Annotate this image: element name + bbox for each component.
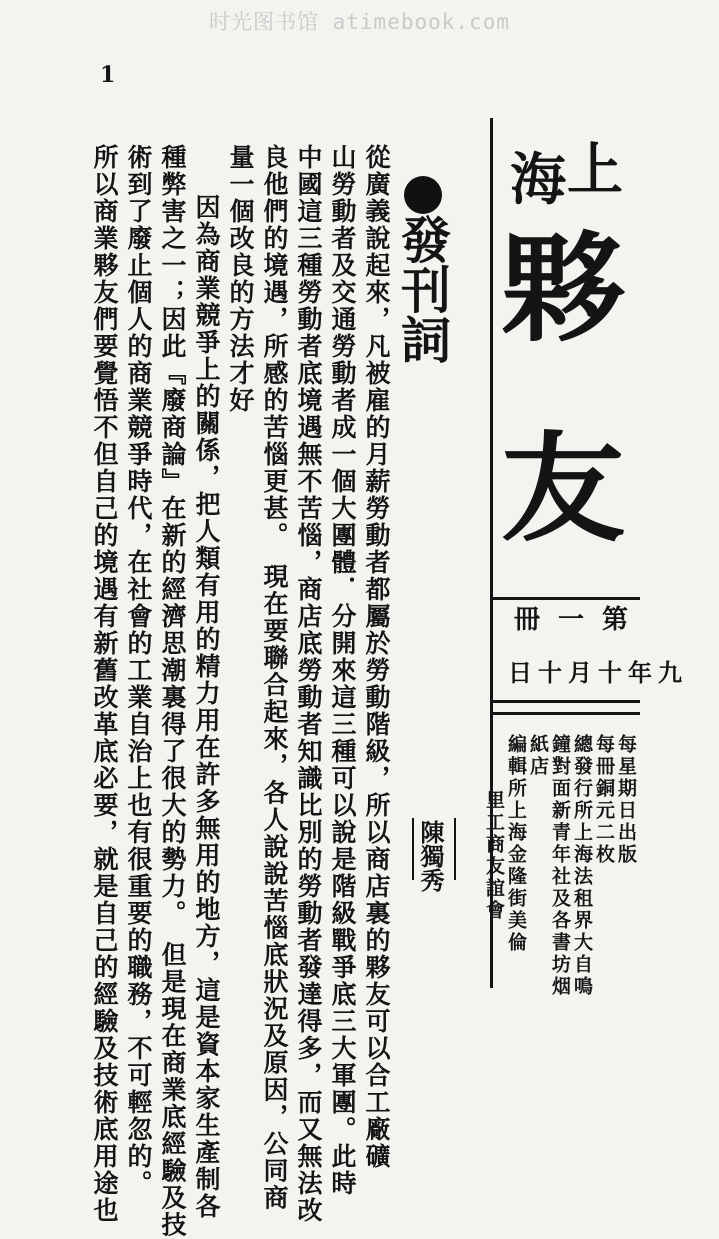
body-column-4: 良他們的境遇，所感的苦惱更甚。 現在要聯合起來，各人說說苦惱底狀況及原因，公同商 [260,144,289,1212]
body-column-3: 中國這三種勞動者底境遇無不苦惱，商店底勞動者知識比別的勞動者發達得多，而又無法改 [294,144,323,1224]
bullet-icon [404,176,442,214]
issue-distributor-cont: 鐘對面新青年社及各書坊烟 [549,734,571,998]
article-author: 陳獨秀 [416,820,445,892]
masthead-char-you: 友 [501,419,625,558]
body-column-2: 山勞動者及交通勞動者成一個大團體．分開來這三種可以說是階級戰爭底三大軍團。此時 [328,144,357,1197]
issue-date: 九年十月十日 [508,658,688,687]
date-divider-double [490,712,640,715]
page-number: 1 [100,62,116,88]
masthead-char-shang: 上 [567,137,623,203]
body-column-8: 術到了廢止個人的商業競爭時代，在社會的工業自治上也有很重要的職務，不可輕忽的。 [124,144,153,1197]
watermark: 时光图书馆 atimebook.com [208,10,510,34]
issue-distributor-cont2: 紙店 [527,734,549,778]
body-column-6: 因為商業競爭上的關係，把人類有用的精力用在許多無用的地方，這是資本家生產制各 [192,194,221,1220]
body-column-1: 從廣義說起來，凡被雇的月薪勞動者都屬於勞動階級，所以商店裏的夥友可以合工廠礦 [362,144,391,1170]
issue-editor: 編輯所上海金隆街美倫 [505,734,527,954]
date-divider [490,700,640,703]
masthead-char-huo: 夥 [501,219,625,358]
body-column-5: 量一個改良的方法才好 [226,144,255,414]
body-column-9: 所以商業夥友們要覺悟不但自己的境遇有新舊改革底必要，就是自己的經驗及技術底用途也 [90,144,119,1224]
body-column-7: 種弊害之一；因此『廢商論』在新的經濟思潮裏得了很大的勢力。 但是現在商業底經驗及技 [158,144,187,1239]
masthead-char-hai: 海 [510,147,566,213]
masthead-divider [490,597,640,600]
issue-number: 第一冊 [514,605,647,635]
issue-editor-cont: 里工商友誼會 [483,790,505,922]
article-heading: 發刊詞 [393,214,452,364]
issue-distributor: 總發行所上海法租界大自鳴 [571,734,593,998]
issue-schedule: 每星期日出版 [615,734,637,866]
issue-price: 每冊銅元二枚 [593,734,615,866]
